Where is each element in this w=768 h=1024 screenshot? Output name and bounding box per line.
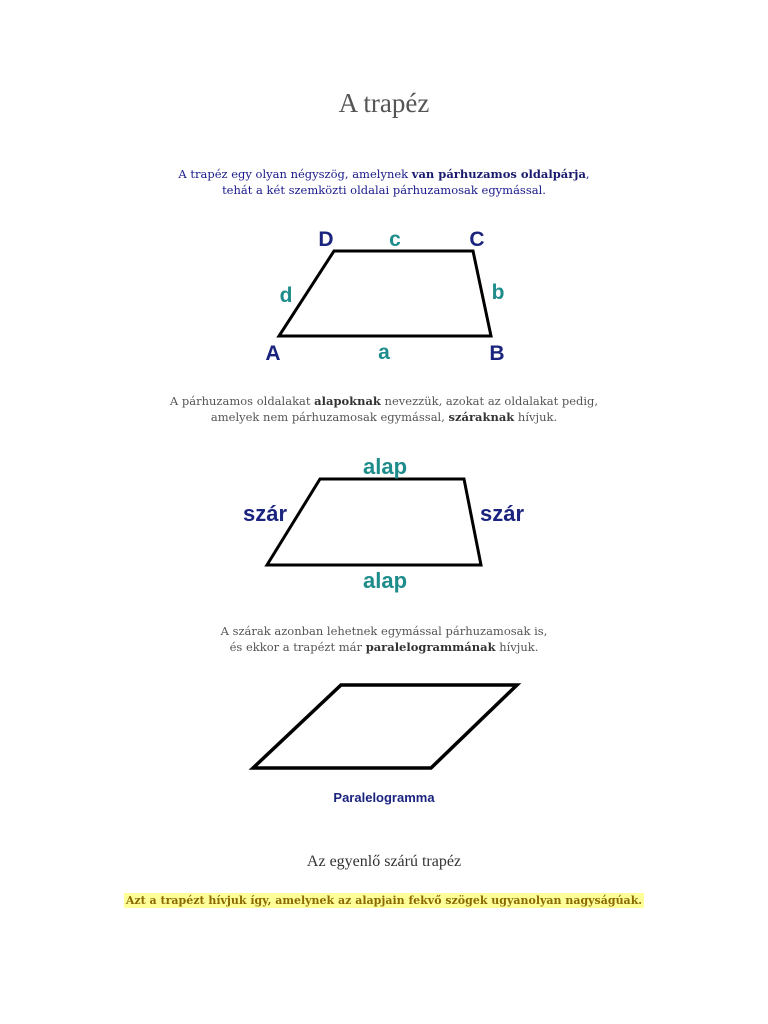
- bases-term: alapoknak: [314, 394, 381, 408]
- legs-term: száraknak: [448, 410, 515, 424]
- intro-line-1: A trapéz egy olyan négyszög, amelynek van párhuzamos oldalpárja,: [178, 167, 590, 181]
- side-label-a: a: [378, 341, 390, 364]
- intro-paragraph: [0, 166, 768, 198]
- parallelogram-term: paralelogrammának: [365, 640, 496, 654]
- vertex-label-c: C: [469, 228, 485, 251]
- leg-label-left: szár: [242, 501, 288, 526]
- section-heading: Az egyenlő szárú trapéz: [306, 853, 462, 870]
- side-label-c: c: [389, 228, 401, 251]
- trapezoid-parts-diagram: [232, 448, 536, 600]
- trapezoid-abcd-diagram: [250, 222, 520, 370]
- intro-line-2: tehát a két szemközti oldalai párhuzamosak egymással.: [222, 183, 546, 197]
- base-label-top: alap: [362, 454, 408, 479]
- trapezoid-abcd-shape: [279, 251, 491, 336]
- intro-emphasis: van párhuzamos oldalpárja: [411, 167, 586, 181]
- side-label-d: d: [279, 284, 293, 307]
- parallelogram-line-1: A szárak azonban lehetnek egymással párhuzamosak is,: [220, 624, 548, 638]
- highlight-block: [0, 889, 768, 908]
- page-title: A trapéz: [338, 88, 430, 118]
- parallelogram-line-2: és ekkor a trapézt már paralelogrammának hívjuk.: [229, 640, 539, 654]
- vertex-label-a: A: [265, 342, 281, 365]
- base-label-bottom: alap: [362, 568, 408, 593]
- legs-line: amelyek nem párhuzamosak egymással, száraknak hívjuk.: [210, 410, 558, 424]
- highlighted-definition: Azt a trapézt hívjuk így, amelynek az alapjain fekvő szögek ugyanolyan nagyságúak.: [125, 894, 643, 907]
- leg-label-right: szár: [479, 501, 525, 526]
- vertex-label-d: D: [318, 228, 334, 251]
- side-label-b: b: [491, 281, 505, 304]
- parallelogram-shape: [253, 685, 517, 768]
- trapezoid-parts-shape: [267, 479, 481, 565]
- bases-legs-paragraph: [0, 393, 768, 425]
- parallelogram-caption: Paralelogramma: [333, 790, 435, 805]
- parallelogram-paragraph: [0, 623, 768, 655]
- parallelogram-diagram: [245, 678, 525, 778]
- bases-line: A párhuzamos oldalakat alapoknak nevezzük, azokat az oldalakat pedig,: [169, 394, 599, 408]
- vertex-label-b: B: [489, 342, 505, 365]
